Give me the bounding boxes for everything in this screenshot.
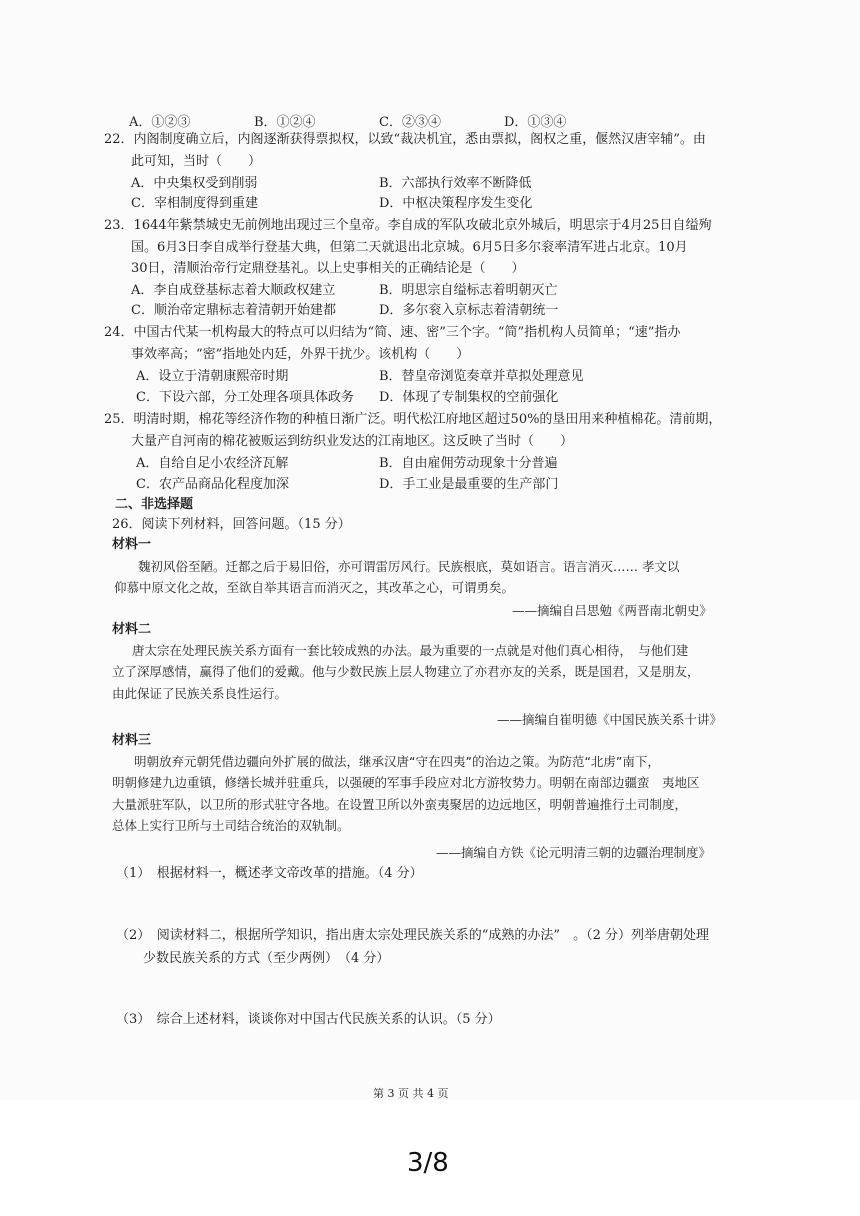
q22-option-d: D．中枢决策程序发生变化 — [379, 196, 533, 211]
material1-line1: 魏初风俗至陋。迁都之后于易旧俗，亦可谓雷厉风行。民族根底，莫如语言。语言消灭…… 孝文以 — [138, 559, 680, 574]
q25-option-b: B．自由雇佣劳动现象十分普遍 — [379, 456, 558, 471]
q24-option-a: A．设立于清朝康熙帝时期 — [136, 369, 289, 384]
q24-option-c: C．下设六部，分工处理各项具体政务 — [136, 390, 354, 405]
q24-stem-line2: 事效率高；“密”指地处内廷，外界干扰少。该机构（ ） — [131, 347, 470, 362]
material3-line3: 大量派驻军队，以卫所的形式驻守各地。在设置卫所以外蛮夷聚居的边远地区，明朝普遍推行土司制度， — [112, 797, 688, 812]
material2-line2: 立了深厚感情，赢得了他们的爱戴。他与少数民族上层人物建立了亦君亦友的关系，既是国君，又是朋友， — [112, 664, 700, 679]
q23-stem-line2: 国。6月3日李自成举行登基大典，但第二天就退出北京城。6月5日多尔衮率清军进占北京。10月 — [131, 240, 688, 255]
q24-option-d: D．体现了专制集权的空前强化 — [379, 390, 559, 405]
q24-stem-line1: 24．中国古代某一机构最大的特点可以归结为“简、速、密”三个字。“简”指机构人员简单；“速”指办 — [104, 325, 681, 340]
q25-option-d: D．手工业是最重要的生产部门 — [379, 477, 559, 492]
sub-question-3: （3） 综合上述材料，谈谈你对中国古代民族关系的认识。（5 分） — [116, 1012, 501, 1027]
material1-line2: 仰慕中原文化之故，至欲自举其语言而消灭之，其改革之心，可谓勇矣。 — [114, 580, 515, 595]
q22-option-a: A．中央集权受到削弱 — [131, 176, 258, 191]
material3-source: ——摘编自方铁《论元明清三朝的边疆治理制度》 — [436, 845, 712, 860]
material2-title: 材料二 — [112, 622, 152, 637]
q23-stem-line3: 30日，清顺治帝行定鼎登基礼。以上史事相关的正确结论是（ ） — [131, 261, 525, 276]
q22-option-c: C．宰相制度得到重建 — [131, 196, 258, 211]
q22-option-b: B．六部执行效率不断降低 — [379, 176, 532, 191]
q21-option-d: D．①③④ — [504, 115, 567, 130]
section-title: 二、非选择题 — [115, 497, 194, 512]
q22-stem-line1: 22．内阁制度确立后，内阁逐渐获得票拟权，以致“裁决机宜，悉由票拟，阁权之重，偃然汉唐宰辅”。由 — [104, 132, 706, 147]
q23-stem-line1: 23．1644年紫禁城史无前例地出现过三个皇帝。李自成的军队攻破北京外城后，明思宗于4月25日自缢殉 — [104, 218, 712, 233]
material3-line1: 明朝放弃元朝凭借边疆向外扩展的做法，继承汉唐“守在四夷”的治边之策。为防范“北虏”南下， — [134, 754, 660, 769]
q21-option-b: B．①②④ — [254, 115, 316, 130]
sub-question-2-line1: （2） 阅读材料二，根据所学知识，指出唐太宗处理民族关系的“成熟的办法” 。（2 分）列举唐朝处理 — [116, 928, 709, 943]
material1-source: ——摘编自吕思勉《两晋南北朝史》 — [512, 603, 713, 618]
page-footer: 第 3 页 共 4 页 — [373, 1087, 449, 1100]
q26-stem: 26．阅读下列材料，回答问题。（15 分） — [112, 517, 351, 532]
q25-option-a: A．自给自足小农经济瓦解 — [136, 456, 289, 471]
material1-title: 材料一 — [112, 537, 152, 552]
material3-title: 材料三 — [112, 733, 152, 748]
q25-stem-line2: 大量产自河南的棉花被贩运到纺织业发达的江南地区。这反映了当时（ ） — [131, 434, 574, 449]
page-indicator: 3/8 — [407, 1148, 449, 1178]
q24-option-b: B．替皇帝浏览奏章并草拟处理意见 — [379, 369, 584, 384]
q23-option-d: D．多尔衮入京标志着清朝统一 — [379, 303, 559, 318]
material2-line1: 唐太宗在处理民族关系方面有一套比较成熟的办法。最为重要的一点就是对他们真心相待， 与他们建 — [132, 643, 689, 658]
q23-option-c: C．顺治帝定鼎标志着清朝开始建都 — [131, 303, 336, 318]
q23-option-b: B．明思宗自缢标志着明朝灭亡 — [379, 283, 558, 298]
material3-line4: 总体上实行卫所与土司结合统治的双轨制。 — [112, 818, 350, 833]
sub-question-1: （1） 根据材料一，概述孝文帝改革的措施。（4 分） — [116, 866, 423, 881]
q25-stem-line1: 25．明清时期，棉花等经济作物的种植日渐广泛。明代松江府地区超过50%的垦田用来种植棉花。清前期， — [104, 412, 722, 427]
q21-option-a: A．①②③ — [129, 115, 191, 130]
material3-line2: 明朝修建九边重镇，修缮长城并驻重兵，以强硬的军事手段应对北方游牧势力。明朝在南部边疆蛮 夷地区 — [112, 775, 700, 790]
sub-question-2-line2: 少数民族关系的方式（至少两例） （4 分） — [143, 951, 390, 966]
material2-line3: 由此保证了民族关系良性运行。 — [112, 686, 288, 701]
q22-stem-line2: 此可知，当时（ ） — [131, 154, 262, 169]
q21-option-c: C．②③④ — [379, 115, 441, 130]
material2-source: ——摘编自崔明德《中国民族关系十讲》 — [497, 712, 723, 727]
q23-option-a: A．李自成登基标志着大顺政权建立 — [131, 283, 336, 298]
q25-option-c: C．农产品商品化程度加深 — [136, 477, 289, 492]
